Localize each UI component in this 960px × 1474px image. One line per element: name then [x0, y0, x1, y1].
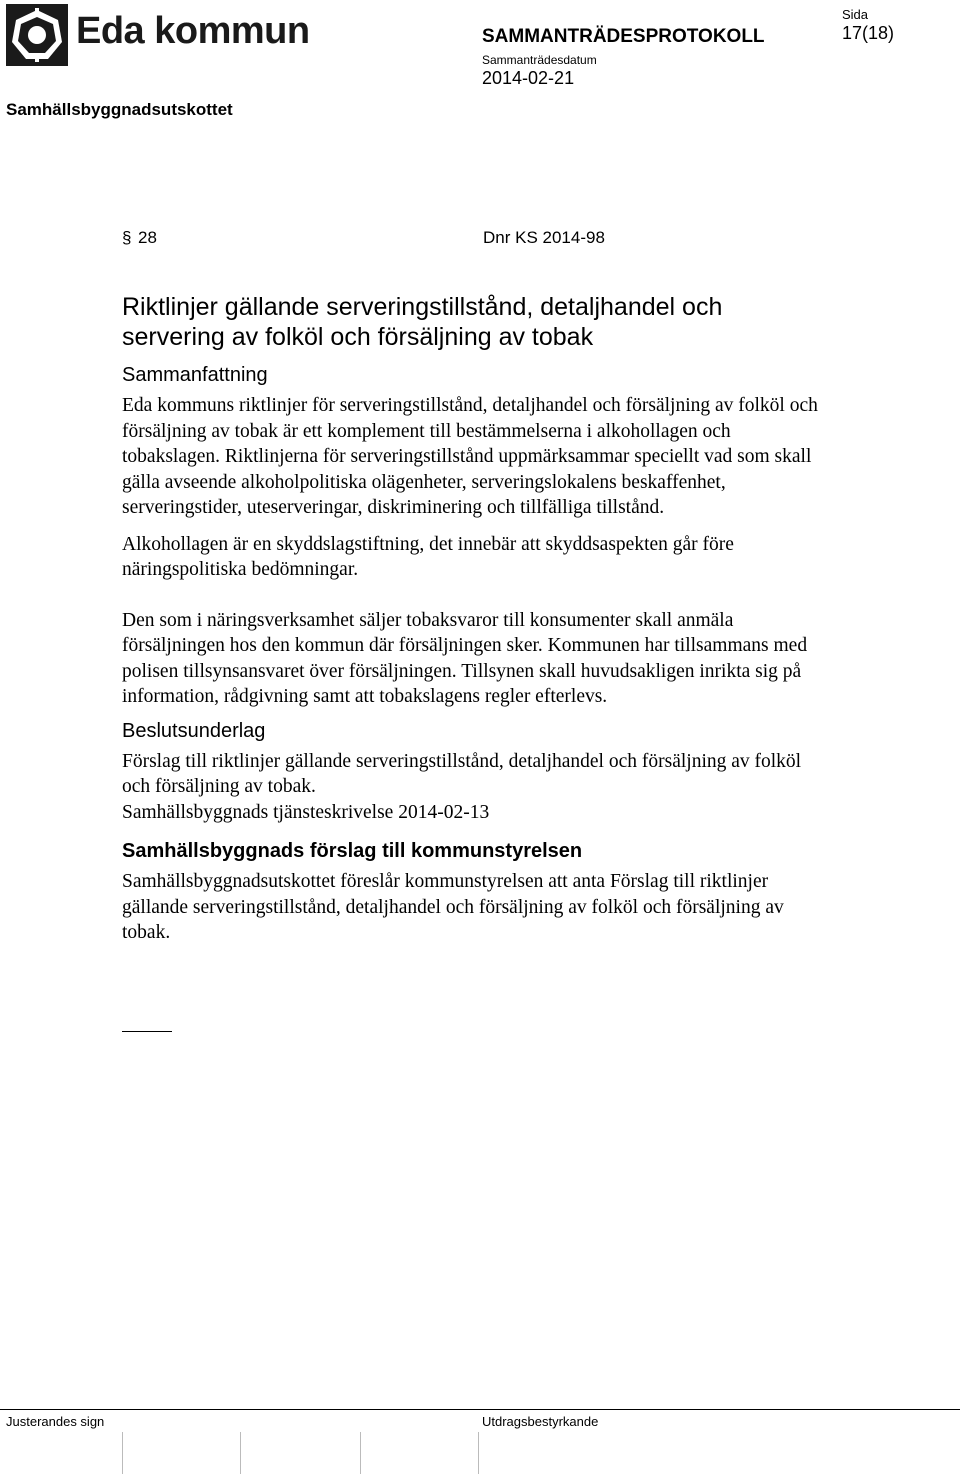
signature-box-divider — [122, 1432, 123, 1474]
document-title: Riktlinjer gällande serveringstillstånd, detaljhandel och servering av folköl och försäljning av tobak — [122, 293, 723, 351]
footer-signature-label: Justerandes sign — [6, 1414, 105, 1429]
municipality-logo — [6, 4, 310, 66]
summary-paragraph: Alkohollagen är en skyddslagstiftning, det innebär att skyddsaspekten går före näringspolitiska bedömningar. — [122, 533, 734, 580]
meeting-date: 2014-02-21 — [482, 68, 575, 88]
document-body — [122, 292, 822, 946]
page-number: 17(18) — [842, 23, 895, 43]
meeting-date-label: Sammanträdesdatum — [482, 53, 597, 67]
case-number: Dnr KS 2014-98 — [483, 228, 605, 247]
decision-basis-line: Samhällsbyggnads tjänsteskrivelse 2014-02-13 — [122, 801, 490, 823]
section-heading-decision-basis: Beslutsunderlag — [122, 719, 266, 742]
section-symbol: § — [122, 228, 132, 247]
page-label: Sida — [842, 7, 869, 22]
signature-box-divider — [240, 1432, 241, 1474]
document-type: SAMMANTRÄDESPROTOKOLL — [482, 26, 765, 47]
summary-paragraph: Den som i näringsverksamhet säljer tobaksvaror till konsumenter skall anmäla försäljningen hos den kommun där försäljningen sker. Kommunen har tillsammans med polisen tillsynsansvaret över försäljningen. Tillsynen skall huvudsakligen inrikta sig på information, rådgivning samt att tobakslagens regler efterlevs. — [122, 609, 808, 707]
summary-paragraph: Eda kommuns riktlinjer för serveringstillstånd, detaljhandel och försäljning av folköl och försäljning av tobak är ett komplement till bestämmelserna i alkohollagen och tobakslagen. Riktlinjerna för serveringstillstånd uppmärksammar speciellt vad som skall gälla avseende alkoholpolitiska olägenheter, serveringslokalens beskaffenhet, serveringstider, uteserveringar, diskriminering och tillfälliga tillstånd. — [122, 395, 818, 518]
end-rule — [122, 1031, 172, 1032]
section-heading-proposal: Samhällsbyggnads förslag till kommunstyrelsen — [122, 840, 583, 862]
committee-name: Samhällsbyggnadsutskottet — [6, 100, 233, 119]
section-heading-summary: Sammanfattning — [122, 364, 268, 386]
decision-basis-line: Förslag till riktlinjer gällande serveringstillstånd, detaljhandel och försäljning av folköl och försäljning av tobak. — [122, 750, 802, 797]
signature-box-divider — [478, 1432, 479, 1474]
proposal-paragraph: Samhällsbyggnadsutskottet föreslår kommunstyrelsen att anta Förslag till riktlinjer gällande serveringstillstånd, detaljhandel och försäljning av folköl och försäljning av tobak. — [122, 871, 784, 943]
paragraph-number: 28 — [138, 228, 157, 247]
footer-certification-label: Utdragsbestyrkande — [482, 1414, 599, 1429]
coat-of-arms-icon — [6, 4, 68, 66]
signature-box-divider — [360, 1432, 361, 1474]
footer-divider — [0, 1409, 960, 1410]
logo-text: Eda kommun — [76, 10, 310, 52]
